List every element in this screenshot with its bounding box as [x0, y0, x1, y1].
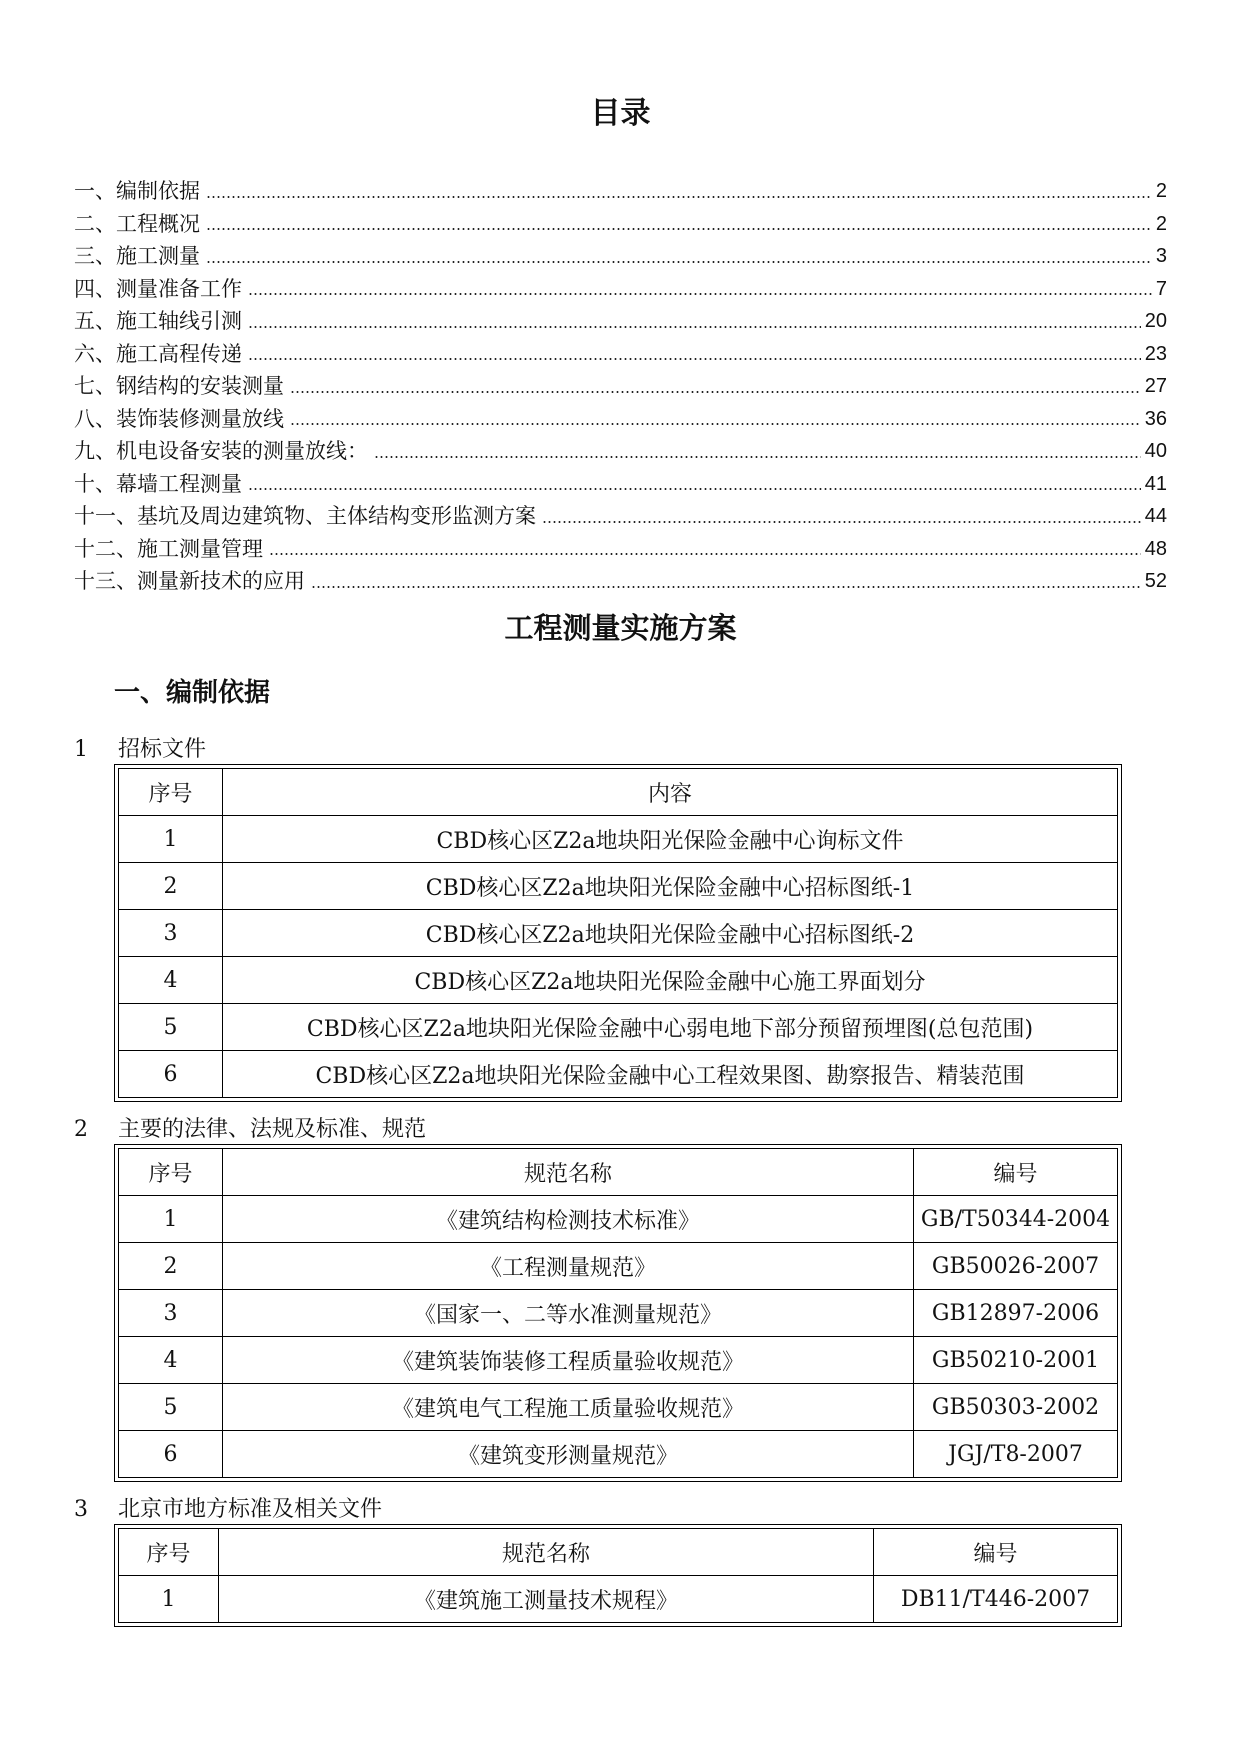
table-cell: 《国家一、二等水准测量规范》	[223, 1290, 914, 1337]
subsection-heading	[74, 1112, 426, 1143]
toc-item[interactable]	[74, 565, 1167, 598]
subsection-heading	[74, 732, 206, 763]
toc-item-page: 36	[1144, 407, 1167, 430]
table-cell: 1	[119, 1576, 219, 1623]
toc-leader-dots	[206, 228, 1152, 230]
table-cell: GB/T50344-2004	[914, 1196, 1118, 1243]
table-row	[119, 910, 1118, 957]
toc-leader-dots	[248, 488, 1141, 490]
subsection-title: 招标文件	[118, 737, 207, 762]
toc-item[interactable]	[74, 500, 1167, 533]
table-cell: CBD核心区Z2a地块阳光保险金融中心询标文件	[223, 816, 1118, 863]
table-cell: GB50210-2001	[914, 1337, 1118, 1384]
toc-leader-dots	[311, 586, 1141, 588]
toc-item-label: 十一、基坑及周边建筑物、主体结构变形监测方案	[74, 504, 536, 528]
table-header-row	[119, 769, 1118, 816]
toc-item-page: 40	[1144, 440, 1167, 462]
toc-item-page: 20	[1144, 310, 1167, 332]
table-cell: 5	[119, 1384, 223, 1431]
toc-item[interactable]	[74, 403, 1167, 436]
subsection-title: 主要的法律、法规及标准、规范	[118, 1117, 427, 1142]
table-cell: CBD核心区Z2a地块阳光保险金融中心弱电地下部分预留预埋图(总包范围)	[223, 1004, 1118, 1051]
toc-item-page: 3	[1155, 245, 1167, 267]
toc-item-page: 2	[1155, 212, 1167, 235]
toc-leader-dots	[248, 358, 1141, 360]
table-cell: 《工程测量规范》	[223, 1243, 914, 1290]
table-header-cell: 序号	[119, 1529, 219, 1576]
table-cell: GB50026-2007	[914, 1243, 1118, 1290]
table-cell: 5	[119, 1004, 223, 1051]
toc-item-label: 六、施工高程传递	[74, 341, 242, 366]
table-row	[119, 863, 1118, 910]
toc-item-label: 一、编制依据	[74, 179, 200, 203]
subsection-heading	[74, 1492, 382, 1523]
toc-leader-dots	[206, 261, 1152, 263]
table-row	[119, 1576, 1118, 1623]
toc-leader-dots	[206, 196, 1152, 198]
toc-item[interactable]	[74, 305, 1167, 338]
toc-item-label: 七、钢结构的安装测量	[74, 374, 284, 398]
toc-item-label: 四、测量准备工作	[74, 276, 242, 301]
table-row	[119, 1243, 1118, 1290]
toc-item[interactable]	[74, 435, 1167, 468]
toc-item-label: 十三、测量新技术的应用	[74, 569, 305, 593]
table-row	[119, 1290, 1118, 1337]
table-header-row	[119, 1529, 1118, 1576]
table-cell: 《建筑电气工程施工质量验收规范》	[223, 1384, 914, 1431]
toc-leader-dots	[248, 326, 1141, 328]
toc-leader-dots	[290, 391, 1141, 393]
table-cell: GB50303-2002	[914, 1384, 1118, 1431]
table-cell: 《建筑结构检测技术标准》	[223, 1196, 914, 1243]
table-cell: CBD核心区Z2a地块阳光保险金融中心招标图纸-1	[223, 863, 1118, 910]
toc-item-label: 三、施工测量	[74, 244, 200, 268]
document-title: 工程测量实施方案	[504, 611, 737, 645]
table-cell: 1	[119, 816, 223, 863]
table-header-cell: 序号	[119, 769, 223, 816]
toc-item-page: 44	[1144, 505, 1167, 527]
toc-item-page: 7	[1155, 277, 1167, 300]
table-row	[119, 1051, 1118, 1098]
table-cell: 3	[119, 910, 223, 957]
table-cell: 3	[119, 1290, 223, 1337]
table-cell: 2	[119, 1243, 223, 1290]
toc-leader-dots	[248, 293, 1152, 295]
table-cell: 6	[119, 1431, 223, 1478]
table-cell: JGJ/T8-2007	[914, 1431, 1118, 1478]
toc-item[interactable]	[74, 273, 1167, 306]
table-row	[119, 1431, 1118, 1478]
table-header-cell: 规范名称	[219, 1529, 874, 1576]
toc-leader-dots	[269, 553, 1141, 555]
toc-leader-dots	[290, 423, 1141, 425]
table-header-cell: 编号	[914, 1149, 1118, 1196]
toc-item-page: 27	[1144, 375, 1167, 397]
table-cell: 6	[119, 1051, 223, 1098]
subsection-title: 北京市地方标准及相关文件	[118, 1497, 383, 1522]
table-cell: CBD核心区Z2a地块阳光保险金融中心施工界面划分	[223, 957, 1118, 1004]
toc-item-page: 23	[1144, 342, 1167, 365]
toc-item[interactable]	[74, 175, 1167, 208]
table-header-cell: 序号	[119, 1149, 223, 1196]
table-cell: 《建筑装饰装修工程质量验收规范》	[223, 1337, 914, 1384]
toc-leader-dots	[542, 521, 1141, 523]
table-row	[119, 957, 1118, 1004]
subsection-number: 1	[74, 737, 88, 762]
table-cell: 2	[119, 863, 223, 910]
section-heading: 一、编制依据	[114, 678, 271, 708]
table-header-cell: 内容	[223, 769, 1118, 816]
toc-item-label: 十、幕墙工程测量	[74, 471, 242, 496]
regulations-table	[118, 1148, 1118, 1478]
toc-item-label: 九、机电设备安装的测量放线：	[74, 439, 368, 463]
table-row	[119, 1196, 1118, 1243]
toc-item-label: 八、装饰装修测量放线	[74, 406, 284, 431]
table-cell: 1	[119, 1196, 223, 1243]
toc-leader-dots	[374, 456, 1141, 458]
toc-item-page: 52	[1144, 570, 1167, 592]
toc-item-label: 五、施工轴线引测	[74, 309, 242, 333]
table-cell: DB11/T446-2007	[874, 1576, 1118, 1623]
table-of-contents	[74, 175, 1167, 598]
table-cell: 4	[119, 1337, 223, 1384]
table-cell: 《建筑变形测量规范》	[223, 1431, 914, 1478]
toc-item[interactable]	[74, 533, 1167, 566]
table-cell: CBD核心区Z2a地块阳光保险金融中心工程效果图、勘察报告、精装范围	[223, 1051, 1118, 1098]
table-cell: 《建筑施工测量技术规程》	[219, 1576, 874, 1623]
toc-item[interactable]	[74, 240, 1167, 273]
table-row	[119, 1337, 1118, 1384]
table-cell: 4	[119, 957, 223, 1004]
table-header-row	[119, 1149, 1118, 1196]
subsection-number: 3	[74, 1497, 88, 1522]
local-standards-table	[118, 1528, 1118, 1623]
table-row	[119, 816, 1118, 863]
toc-item[interactable]	[74, 338, 1167, 371]
table-header-cell: 编号	[874, 1529, 1118, 1576]
toc-title: 目录	[590, 96, 651, 131]
toc-item[interactable]	[74, 208, 1167, 241]
toc-item[interactable]	[74, 370, 1167, 403]
toc-item-label: 二、工程概况	[74, 211, 200, 236]
table-row	[119, 1384, 1118, 1431]
table-row	[119, 1004, 1118, 1051]
toc-item-page: 41	[1144, 472, 1167, 495]
bidding-documents-table	[118, 768, 1118, 1098]
toc-item[interactable]	[74, 468, 1167, 501]
toc-item-page: 2	[1155, 180, 1167, 202]
table-header-cell: 规范名称	[223, 1149, 914, 1196]
table-cell: GB12897-2006	[914, 1290, 1118, 1337]
subsection-number: 2	[74, 1117, 88, 1142]
toc-item-label: 十二、施工测量管理	[74, 536, 263, 561]
table-cell: CBD核心区Z2a地块阳光保险金融中心招标图纸-2	[223, 910, 1118, 957]
toc-item-page: 48	[1144, 537, 1167, 560]
